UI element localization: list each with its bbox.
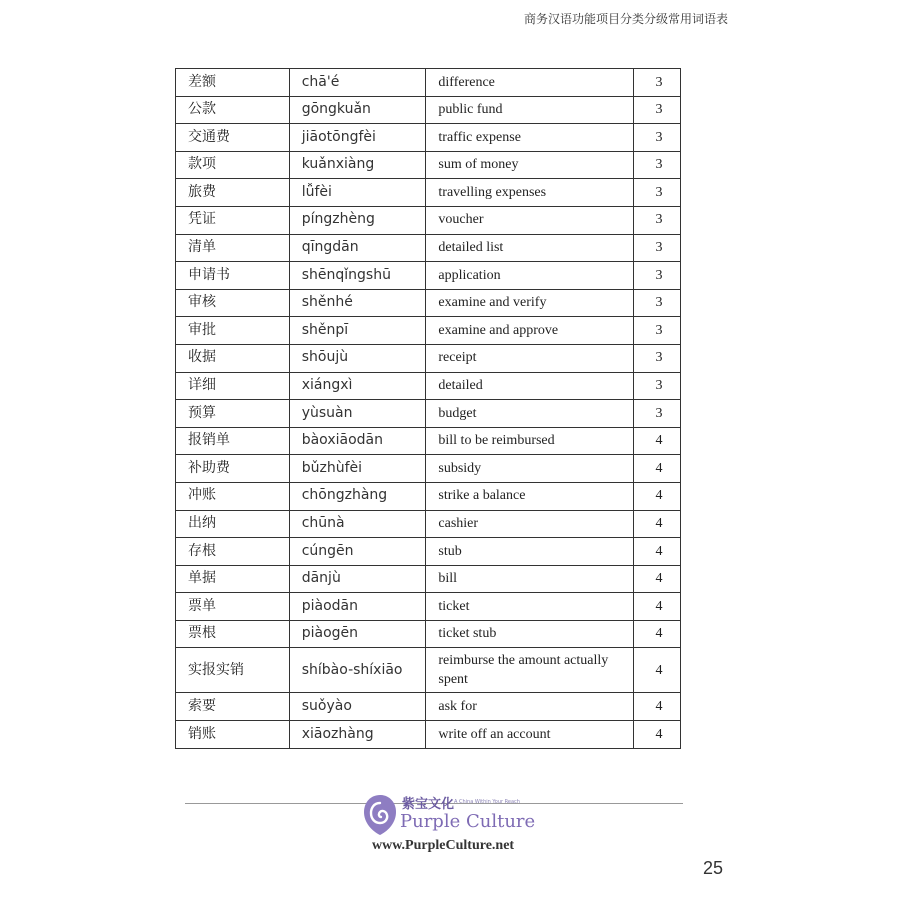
table-row — [176, 96, 681, 124]
table-row — [176, 538, 681, 566]
pinyin-cell: chā'é — [289, 69, 426, 97]
hanzi-cell: 清单 — [176, 234, 290, 262]
table-row — [176, 206, 681, 234]
hanzi-cell: 存根 — [176, 538, 290, 566]
hanzi-cell: 预算 — [176, 400, 290, 428]
level-cell: 4 — [634, 693, 681, 721]
english-cell: ask for — [426, 693, 634, 721]
table-row — [176, 317, 681, 345]
level-cell: 3 — [634, 234, 681, 262]
english-cell: strike a balance — [426, 482, 634, 510]
english-cell: voucher — [426, 206, 634, 234]
table-row — [176, 482, 681, 510]
pinyin-cell: xiāozhàng — [289, 721, 426, 749]
level-cell: 3 — [634, 262, 681, 290]
level-cell: 3 — [634, 344, 681, 372]
level-cell: 4 — [634, 538, 681, 566]
hanzi-cell: 票根 — [176, 620, 290, 648]
pinyin-cell: lǚfèi — [289, 179, 426, 207]
pinyin-cell: suǒyào — [289, 693, 426, 721]
english-cell: stub — [426, 538, 634, 566]
pinyin-cell: piàodān — [289, 593, 426, 621]
pinyin-cell: chūnà — [289, 510, 426, 538]
level-cell: 3 — [634, 69, 681, 97]
english-cell: ticket stub — [426, 620, 634, 648]
watermark-brand: Purple Culture — [400, 811, 536, 832]
english-cell: budget — [426, 400, 634, 428]
english-cell: public fund — [426, 96, 634, 124]
hanzi-cell: 申请书 — [176, 262, 290, 290]
english-cell: receipt — [426, 344, 634, 372]
level-cell: 3 — [634, 289, 681, 317]
pinyin-cell: shōujù — [289, 344, 426, 372]
table-row — [176, 234, 681, 262]
watermark-tagline: A China Within Your Reach — [454, 799, 520, 805]
level-cell: 4 — [634, 648, 681, 693]
hanzi-cell: 交通费 — [176, 124, 290, 152]
level-cell: 3 — [634, 372, 681, 400]
table-row — [176, 400, 681, 428]
hanzi-cell: 单据 — [176, 565, 290, 593]
english-cell: sum of money — [426, 151, 634, 179]
english-cell: detailed list — [426, 234, 634, 262]
english-cell: bill to be reimbursed — [426, 427, 634, 455]
hanzi-cell: 详细 — [176, 372, 290, 400]
level-cell: 3 — [634, 206, 681, 234]
level-cell: 3 — [634, 400, 681, 428]
table-row — [176, 372, 681, 400]
table-row — [176, 151, 681, 179]
pinyin-cell: shēnqǐngshū — [289, 262, 426, 290]
level-cell: 4 — [634, 721, 681, 749]
english-cell: bill — [426, 565, 634, 593]
table-row — [176, 69, 681, 97]
hanzi-cell: 凭证 — [176, 206, 290, 234]
english-cell: travelling expenses — [426, 179, 634, 207]
pinyin-cell: chōngzhàng — [289, 482, 426, 510]
hanzi-cell: 票单 — [176, 593, 290, 621]
hanzi-cell: 款项 — [176, 151, 290, 179]
english-cell: application — [426, 262, 634, 290]
table-row — [176, 693, 681, 721]
hanzi-cell: 实报实销 — [176, 648, 290, 693]
hanzi-cell: 收据 — [176, 344, 290, 372]
running-header: 商务汉语功能项目分类分级常用词语表 — [523, 12, 728, 26]
level-cell: 4 — [634, 482, 681, 510]
table-row — [176, 427, 681, 455]
pinyin-cell: gōngkuǎn — [289, 96, 426, 124]
english-cell: cashier — [426, 510, 634, 538]
english-cell: detailed — [426, 372, 634, 400]
pinyin-cell: piàogēn — [289, 620, 426, 648]
pinyin-cell: xiángxì — [289, 372, 426, 400]
hanzi-cell: 出纳 — [176, 510, 290, 538]
english-cell: difference — [426, 69, 634, 97]
table-row — [176, 620, 681, 648]
english-cell: examine and approve — [426, 317, 634, 345]
page-number: 25 — [703, 858, 724, 878]
level-cell: 4 — [634, 427, 681, 455]
level-cell: 3 — [634, 179, 681, 207]
english-cell: subsidy — [426, 455, 634, 483]
hanzi-cell: 旅费 — [176, 179, 290, 207]
pinyin-cell: shěnpī — [289, 317, 426, 345]
level-cell: 3 — [634, 317, 681, 345]
english-cell: write off an account — [426, 721, 634, 749]
table-row — [176, 179, 681, 207]
table-row — [176, 344, 681, 372]
pinyin-cell: qīngdān — [289, 234, 426, 262]
pinyin-cell: bǔzhùfèi — [289, 455, 426, 483]
hanzi-cell: 索要 — [176, 693, 290, 721]
level-cell: 4 — [634, 593, 681, 621]
hanzi-cell: 销账 — [176, 721, 290, 749]
level-cell: 4 — [634, 455, 681, 483]
level-cell: 4 — [634, 620, 681, 648]
table-row — [176, 124, 681, 152]
hanzi-cell: 报销单 — [176, 427, 290, 455]
table-row — [176, 648, 681, 693]
pinyin-cell: kuǎnxiàng — [289, 151, 426, 179]
pinyin-cell: dānjù — [289, 565, 426, 593]
pinyin-cell: shěnhé — [289, 289, 426, 317]
hanzi-cell: 冲账 — [176, 482, 290, 510]
hanzi-cell: 审核 — [176, 289, 290, 317]
pinyin-cell: cúngēn — [289, 538, 426, 566]
table-row — [176, 455, 681, 483]
hanzi-cell: 公款 — [176, 96, 290, 124]
english-cell: ticket — [426, 593, 634, 621]
level-cell: 3 — [634, 96, 681, 124]
watermark-url: www.PurpleCulture.net — [372, 838, 515, 853]
level-cell: 4 — [634, 565, 681, 593]
level-cell: 4 — [634, 510, 681, 538]
purple-culture-logo-icon — [362, 793, 398, 837]
level-cell: 3 — [634, 124, 681, 152]
hanzi-cell: 补助费 — [176, 455, 290, 483]
table-row — [176, 510, 681, 538]
level-cell: 3 — [634, 151, 681, 179]
pinyin-cell: jiāotōngfèi — [289, 124, 426, 152]
vocabulary-table — [175, 68, 681, 749]
english-cell: traffic expense — [426, 124, 634, 152]
pinyin-cell: bàoxiāodān — [289, 427, 426, 455]
pinyin-cell: píngzhèng — [289, 206, 426, 234]
watermark-chinese-name: 紫宝文化 — [402, 797, 455, 812]
table-row — [176, 289, 681, 317]
watermark — [362, 793, 552, 858]
hanzi-cell: 审批 — [176, 317, 290, 345]
pinyin-cell: yùsuàn — [289, 400, 426, 428]
table-row — [176, 593, 681, 621]
vocabulary-table-body — [176, 69, 681, 749]
english-cell: examine and verify — [426, 289, 634, 317]
english-cell: reimburse the amount actually spent — [426, 648, 634, 693]
table-row — [176, 565, 681, 593]
table-row — [176, 721, 681, 749]
pinyin-cell: shíbào-shíxiāo — [289, 648, 426, 693]
hanzi-cell: 差额 — [176, 69, 290, 97]
table-row — [176, 262, 681, 290]
